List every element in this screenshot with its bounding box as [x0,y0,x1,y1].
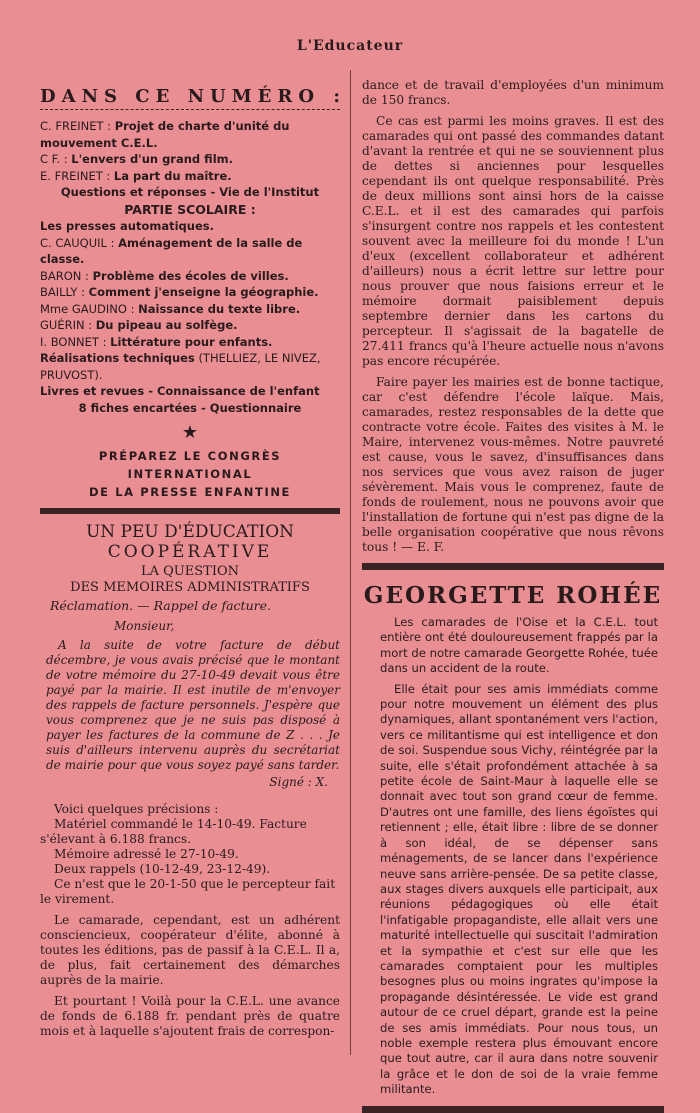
article-title: UN PEU D'ÉDUCATION COOPÉRATIVE [85,522,295,562]
toc-item: C. FREINET : Projet de charte d'unité du mouvement C.E.L. [40,119,290,150]
article-paragraph: Faire payer les mairies est de bonne tactique, car c'est défendre l'école laïque. Mais, camarades, restez responsables de la dette que contracte votre école. Faites des visites à M. le Maire, intervenez vous-mêmes. Notre pauvreté est cause, vous le savez, d'insuffisances dans nos services que vous avez raison de juger sévèrement. Mais vous le comprenez, faute de fonds de roulement, nous ne pouvons avoir que l'installation de fortune qui n'est pas digne de la belle organisation coopérative que nous rêvons tous ! — E. F. [362,375,664,554]
article-reclamation: Réclamation. — Rappel de facture. [50,598,271,613]
toc-item: Les presses automatiques. [40,219,214,233]
letter-signature: Signé : X. [269,775,328,789]
contents-title-colon: : [333,86,340,107]
article-body-left [40,913,340,1039]
toc-item: Questions et réponses - Vie de l'Institut [60,185,320,199]
letter-body: A la suite de votre facture de début décembre, je vous avais précisé que le montant de votre mémoire du 27-10-49 devait vous être payé par la mairie. Il est inutile de m'envoyer des rappels de facture personnels. J'espère que vous comprenez que je ne suis pas disposé à payer les factures de la commune de Z . . . Je suis d'ailleurs intervenu auprès du secrétariat de mairie pour que vous soyez payé sans tarder. [46,638,340,772]
section-divider-bar [362,1106,664,1113]
article-subtitle: LA QUESTION DES MEMOIRES ADMINISTRATIFS [70,564,310,595]
table-of-contents [40,118,340,416]
toc-item: C F. : L'envers d'un grand film. [40,152,233,166]
toc-footer-line: Livres et revues - Connaissance de l'enfant [40,384,320,398]
toc-section-heading: PARTIE SCOLAIRE : [124,201,256,217]
toc-item: E. FREINET : La part du maître. [40,168,232,183]
detail-line: Ce n'est que le 20-1-50 que le percepteur fait le virement. [40,877,336,906]
congress-notice [40,447,340,501]
toc-item: BARON : Problème des écoles de villes. [40,268,289,283]
toc-item: Réalisations techniques (THELLIEZ, LE NIVEZ, PRUVOST). [40,351,321,382]
running-head: L'Educateur [296,38,404,54]
obituary-paragraph: Les camarades de l'Oise et la C.E.L. tout entière ont été douloureusement frappés par la mort de notre camarade Georgette Rohée, tuée dans un accident de la route. [380,615,658,676]
letter-salutation: Monsieur, [114,619,175,633]
obituary-title: GEORGETTE ROHÉE [363,582,663,609]
article-body-right [362,78,664,555]
right-column [362,78,664,1113]
toc-item: BAILLY : Comment j'enseigne la géographie. [40,285,319,299]
toc-footer-line: 8 fiches encartées - Questionnaire [78,400,302,415]
column-divider [350,70,351,1055]
contents-title [40,86,340,110]
section-divider-bar [40,508,340,514]
detail-line: Deux rappels (10-12-49, 23-12-49). [54,862,271,876]
section-divider-bar [362,563,664,570]
quoted-letter [46,619,340,790]
toc-item: Mme GAUDINO : Naissance du texte libre. [40,301,301,316]
article-paragraph: Et pourtant ! Voilà pour la C.E.L. une avance de fonds de 6.188 fr. pendant près de quatre mois et à laquelle s'ajoutent frais de correspon- [40,994,340,1038]
star-ornament: ★ [181,422,199,443]
toc-item: GUÉRIN : Du pipeau au solfège. [40,318,238,332]
details-block [40,802,340,907]
article-paragraph: Ce cas est parmi les moins graves. Il est des camarades qui ont passé des commandes datant d'avant la rentrée et qui ne se souviennent plus de dettes si anciennes pour lesquelles cependant ils ont quelque responsabilité. Près de deux millions sont ainsi hors de la caisse C.E.L. et il est des camarades qui parfois s'insurgent contre nos rappels et les contestent souvent avec la meilleure foi du monde ! L'un d'eux (excellent collaborateur et adhérent d'ailleurs) nous a écrit lettre sur lettre pour nous prouver que nous faisions erreur et le mémoire dormait paisiblement depuis septembre dernier dans les cartons du percepteur. Il s'agissait de la bagatelle de 27.411 francs qu'à l'heure actuelle nous n'avons pas encore récupérée. [362,114,664,368]
detail-line: Matériel commandé le 14-10-49. Facture s'élevant à 6.188 francs. [40,817,307,846]
toc-item: C. CAUQUIL : Aménagement de la salle de classe. [40,235,303,266]
article-paragraph: Le camarade, cependant, est un adhérent consciencieux, coopérateur d'élite, abonné à toutes les éditions, pas de passif à la C.E.L. Il a, de plus, fait certainement des démarches auprès de la mairie. [40,913,340,987]
left-column [40,80,340,1045]
details-intro: Voici quelques précisions : [54,802,219,816]
contents-title-text: DANS CE NUMÉRO [40,86,321,107]
obituary-body [362,615,664,1098]
obituary-paragraph: Elle était pour ses amis immédiats comme pour notre mouvement un élément des plus dynamiques, allant spontanément vers l'action, vers ce militantisme qui est intelligence et don de soi. Suspendue sous Vichy, réintégrée par la suite, elle s'était profondément attachée à sa petite école de Saint-Maur à laquelle elle se donnait avec tout son grand cœur de femme. D'autres ont une famille, des liens égoïstes qui retiennent ; elle, était libre : libre de se donner à son idéal, de se dépenser sans ménagements, de se lancer dans l'expérience neuve sans arrière-pensée. De sa petite classe, aux stages divers auxquels elle participait, aux réunions pédagogiques où elle était l'infatigable propagandiste, elle allait vers une maturité intellectuelle qui suscitait l'admiration et la sympathie et c'est sur elle que les camarades comptaient pour les multiples besognes plus ou moins ingrates qu'impose la propagande désintéressée. Le vide est grand autour de ce cruel départ, grande est la peine de ses amis immédiats. Pour nous tous, un noble exemple restera plus émouvant encore que tout autre, car il aura dans notre souvenir la grâce et le don de soi de la vraie femme militante. [380,681,658,1097]
congress-line: DE LA PRESSE ENFANTINE [88,485,292,499]
congress-line: PRÉPAREZ LE CONGRÈS INTERNATIONAL [98,449,282,481]
article-paragraph: dance et de travail d'employées d'un minimum de 150 francs. [362,78,664,107]
detail-line: Mémoire adressé le 27-10-49. [54,847,239,861]
toc-item: I. BONNET : Littérature pour enfants. [40,334,273,349]
